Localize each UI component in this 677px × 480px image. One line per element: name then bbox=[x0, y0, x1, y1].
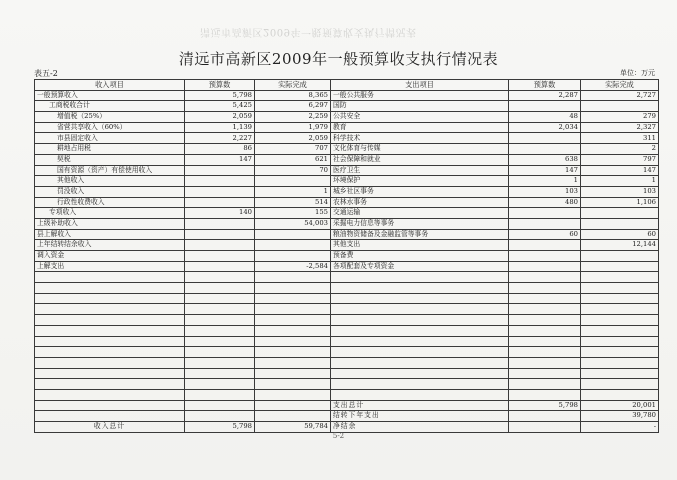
income-budget-cell bbox=[185, 325, 255, 336]
expense-item-cell bbox=[331, 283, 509, 294]
income-budget-cell bbox=[185, 229, 255, 240]
expense-actual-cell: 60 bbox=[581, 229, 659, 240]
expense-actual-cell bbox=[581, 379, 659, 390]
expense-actual-cell: 103 bbox=[581, 186, 659, 197]
table-row bbox=[35, 122, 659, 133]
income-item-cell: 专项收入 bbox=[35, 208, 185, 219]
expense-actual-cell bbox=[581, 283, 659, 294]
income-item-cell: 工商税收合计 bbox=[35, 101, 185, 112]
income-budget-cell bbox=[185, 347, 255, 358]
income-item-cell bbox=[35, 379, 185, 390]
income-actual-cell bbox=[255, 251, 331, 262]
expense-actual-cell: 20,001 bbox=[581, 400, 659, 411]
expense-item-cell: 教育 bbox=[331, 122, 509, 133]
income-actual-cell: 1,979 bbox=[255, 122, 331, 133]
expense-item-cell bbox=[331, 325, 509, 336]
income-budget-cell: 5,798 bbox=[185, 90, 255, 101]
income-actual-cell: 514 bbox=[255, 197, 331, 208]
income-actual-cell bbox=[255, 283, 331, 294]
income-item-cell bbox=[35, 347, 185, 358]
expense-item-cell: 城乡社区事务 bbox=[331, 186, 509, 197]
expense-item-cell: 社会保障和就业 bbox=[331, 154, 509, 165]
table-row bbox=[35, 186, 659, 197]
expense-item-cell bbox=[331, 368, 509, 379]
income-actual-cell bbox=[255, 176, 331, 187]
expense-actual-cell: 2 bbox=[581, 144, 659, 155]
expense-actual-cell: 12,144 bbox=[581, 240, 659, 251]
expense-item-cell: 一般公共服务 bbox=[331, 90, 509, 101]
header-income-budget: 预算数 bbox=[185, 80, 255, 91]
expense-actual-cell bbox=[581, 261, 659, 272]
income-actual-cell: -2,584 bbox=[255, 261, 331, 272]
income-item-cell: 罚没收入 bbox=[35, 186, 185, 197]
expense-item-cell: 交通运输 bbox=[331, 208, 509, 219]
expense-actual-cell bbox=[581, 325, 659, 336]
expense-item-cell: 预备费 bbox=[331, 251, 509, 262]
income-actual-cell bbox=[255, 315, 331, 326]
income-budget-cell bbox=[185, 165, 255, 176]
income-actual-cell bbox=[255, 229, 331, 240]
income-budget-cell: 2,059 bbox=[185, 112, 255, 123]
table-row bbox=[35, 411, 659, 422]
table-row bbox=[35, 261, 659, 272]
income-actual-cell bbox=[255, 400, 331, 411]
expense-actual-cell bbox=[581, 389, 659, 400]
page-number: 5-2 bbox=[332, 432, 345, 440]
expense-item-cell bbox=[331, 304, 509, 315]
expense-actual-cell: 1,106 bbox=[581, 197, 659, 208]
income-actual-cell bbox=[255, 336, 331, 347]
expense-budget-cell: 2,287 bbox=[509, 90, 581, 101]
table-row bbox=[35, 325, 659, 336]
expense-item-cell: 结转下年支出 bbox=[331, 411, 509, 422]
income-actual-cell: 54,003 bbox=[255, 218, 331, 229]
expense-budget-cell bbox=[509, 357, 581, 368]
expense-actual-cell bbox=[581, 272, 659, 283]
table-row bbox=[35, 154, 659, 165]
expense-budget-cell: 147 bbox=[509, 165, 581, 176]
income-budget-cell bbox=[185, 176, 255, 187]
expense-item-cell: 各项配套及专项资金 bbox=[331, 261, 509, 272]
income-budget-cell: 5,798 bbox=[185, 422, 255, 433]
table-row bbox=[35, 336, 659, 347]
income-budget-cell bbox=[185, 411, 255, 422]
expense-item-cell bbox=[331, 357, 509, 368]
income-item-cell bbox=[35, 293, 185, 304]
expense-budget-cell bbox=[509, 208, 581, 219]
income-item-cell: 县上解收入 bbox=[35, 229, 185, 240]
table-row bbox=[35, 229, 659, 240]
income-actual-cell: 59,784 bbox=[255, 422, 331, 433]
income-budget-cell bbox=[185, 240, 255, 251]
income-budget-cell bbox=[185, 218, 255, 229]
table-row bbox=[35, 315, 659, 326]
expense-item-cell: 环境保护 bbox=[331, 176, 509, 187]
income-actual-cell: 2,059 bbox=[255, 133, 331, 144]
income-budget-cell: 86 bbox=[185, 144, 255, 155]
table-row bbox=[35, 112, 659, 123]
expense-budget-cell bbox=[509, 411, 581, 422]
expense-item-cell: 公共安全 bbox=[331, 112, 509, 123]
income-budget-cell bbox=[185, 368, 255, 379]
expense-budget-cell bbox=[509, 422, 581, 433]
expense-budget-cell bbox=[509, 144, 581, 155]
expense-item-cell: 农林水事务 bbox=[331, 197, 509, 208]
income-item-cell: 其他收入 bbox=[35, 176, 185, 187]
income-budget-cell bbox=[185, 357, 255, 368]
expense-budget-cell bbox=[509, 336, 581, 347]
expense-budget-cell bbox=[509, 251, 581, 262]
expense-actual-cell bbox=[581, 293, 659, 304]
table-row bbox=[35, 347, 659, 358]
table-row bbox=[35, 144, 659, 155]
income-actual-cell: 8,365 bbox=[255, 90, 331, 101]
expense-actual-cell bbox=[581, 304, 659, 315]
income-item-cell bbox=[35, 411, 185, 422]
income-budget-cell bbox=[185, 400, 255, 411]
table-row bbox=[35, 357, 659, 368]
income-actual-cell bbox=[255, 379, 331, 390]
expense-budget-cell bbox=[509, 261, 581, 272]
table-row bbox=[35, 293, 659, 304]
table-row bbox=[35, 304, 659, 315]
income-actual-cell bbox=[255, 347, 331, 358]
expense-budget-cell bbox=[509, 347, 581, 358]
income-item-cell: 市县固定收入 bbox=[35, 133, 185, 144]
expense-budget-cell bbox=[509, 101, 581, 112]
expense-budget-cell bbox=[509, 240, 581, 251]
income-budget-cell bbox=[185, 315, 255, 326]
income-item-cell bbox=[35, 400, 185, 411]
expense-budget-cell: 48 bbox=[509, 112, 581, 123]
income-item-cell bbox=[35, 283, 185, 294]
income-item-cell: 一般预算收入 bbox=[35, 90, 185, 101]
income-budget-cell bbox=[185, 283, 255, 294]
income-item-cell: 国有资源（资产）有偿使用收入 bbox=[35, 165, 185, 176]
income-budget-cell bbox=[185, 186, 255, 197]
expense-actual-cell bbox=[581, 315, 659, 326]
table-row bbox=[35, 101, 659, 112]
expense-budget-cell: 480 bbox=[509, 197, 581, 208]
expense-budget-cell bbox=[509, 272, 581, 283]
income-item-cell bbox=[35, 304, 185, 315]
header-income-actual: 实际完成 bbox=[255, 80, 331, 91]
expense-budget-cell: 638 bbox=[509, 154, 581, 165]
expense-item-cell bbox=[331, 293, 509, 304]
income-budget-cell bbox=[185, 261, 255, 272]
table-row bbox=[35, 379, 659, 390]
expense-item-cell bbox=[331, 315, 509, 326]
income-actual-cell: 1 bbox=[255, 186, 331, 197]
income-budget-cell bbox=[185, 304, 255, 315]
expense-item-cell bbox=[331, 336, 509, 347]
income-actual-cell bbox=[255, 368, 331, 379]
income-item-cell bbox=[35, 272, 185, 283]
income-item-cell: 省营共享收入（60%） bbox=[35, 122, 185, 133]
expense-actual-cell bbox=[581, 347, 659, 358]
expense-budget-cell bbox=[509, 379, 581, 390]
expense-actual-cell bbox=[581, 208, 659, 219]
expense-item-cell bbox=[331, 379, 509, 390]
table-row bbox=[35, 400, 659, 411]
expense-item-cell: 采掘电力信息等事务 bbox=[331, 218, 509, 229]
header-income-item: 收入项目 bbox=[35, 80, 185, 91]
expense-budget-cell bbox=[509, 368, 581, 379]
income-item-cell bbox=[35, 336, 185, 347]
expense-actual-cell: 2,327 bbox=[581, 122, 659, 133]
income-item-cell: 上解支出 bbox=[35, 261, 185, 272]
income-item-cell: 耕地占用税 bbox=[35, 144, 185, 155]
expense-item-cell: 粮油物资储备及金融监管等事务 bbox=[331, 229, 509, 240]
expense-budget-cell bbox=[509, 304, 581, 315]
table-header-row bbox=[35, 80, 659, 91]
income-budget-cell bbox=[185, 293, 255, 304]
income-budget-cell bbox=[185, 251, 255, 262]
income-actual-cell bbox=[255, 411, 331, 422]
income-item-cell: 契税 bbox=[35, 154, 185, 165]
income-actual-cell bbox=[255, 304, 331, 315]
expense-actual-cell: 797 bbox=[581, 154, 659, 165]
table-row bbox=[35, 422, 659, 433]
expense-budget-cell bbox=[509, 133, 581, 144]
expense-budget-cell bbox=[509, 293, 581, 304]
expense-actual-cell bbox=[581, 218, 659, 229]
income-budget-cell: 2,227 bbox=[185, 133, 255, 144]
income-actual-cell bbox=[255, 357, 331, 368]
expense-actual-cell: 1 bbox=[581, 176, 659, 187]
income-actual-cell: 6,297 bbox=[255, 101, 331, 112]
income-budget-cell: 147 bbox=[185, 154, 255, 165]
expense-budget-cell bbox=[509, 389, 581, 400]
table-row bbox=[35, 133, 659, 144]
header-expense-item: 支出项目 bbox=[331, 80, 509, 91]
income-actual-cell: 2,259 bbox=[255, 112, 331, 123]
expense-actual-cell: 39,780 bbox=[581, 411, 659, 422]
income-item-cell bbox=[35, 357, 185, 368]
income-item-cell: 上年结转结余收入 bbox=[35, 240, 185, 251]
income-actual-cell bbox=[255, 272, 331, 283]
income-budget-cell: 1,139 bbox=[185, 122, 255, 133]
table-row bbox=[35, 90, 659, 101]
income-item-cell: 收入总计 bbox=[35, 422, 185, 433]
income-actual-cell: 155 bbox=[255, 208, 331, 219]
expense-actual-cell: 279 bbox=[581, 112, 659, 123]
table-row bbox=[35, 165, 659, 176]
income-actual-cell: 621 bbox=[255, 154, 331, 165]
expense-actual-cell: 311 bbox=[581, 133, 659, 144]
table-row bbox=[35, 240, 659, 251]
expense-item-cell bbox=[331, 272, 509, 283]
table-row bbox=[35, 208, 659, 219]
expense-item-cell: 其他支出 bbox=[331, 240, 509, 251]
page-title: 清远市高新区2009年一般预算收支执行情况表 bbox=[178, 50, 499, 68]
expense-item-cell: 文化体育与传媒 bbox=[331, 144, 509, 155]
income-budget-cell bbox=[185, 379, 255, 390]
expense-budget-cell: 1 bbox=[509, 176, 581, 187]
income-actual-cell: 707 bbox=[255, 144, 331, 155]
expense-item-cell: 净结余 bbox=[331, 422, 509, 433]
income-actual-cell bbox=[255, 389, 331, 400]
bleed-through-text: 清远市高新区2009年一般预算收支执行情况表 bbox=[200, 26, 417, 37]
expense-item-cell: 医疗卫生 bbox=[331, 165, 509, 176]
expense-item-cell: 国防 bbox=[331, 101, 509, 112]
unit-label: 单位：万元 bbox=[620, 69, 655, 77]
expense-budget-cell bbox=[509, 283, 581, 294]
income-item-cell bbox=[35, 389, 185, 400]
expense-budget-cell: 5,798 bbox=[509, 400, 581, 411]
income-budget-cell: 140 bbox=[185, 208, 255, 219]
expense-budget-cell bbox=[509, 218, 581, 229]
income-budget-cell bbox=[185, 272, 255, 283]
header-expense-budget: 预算数 bbox=[509, 80, 581, 91]
expense-item-cell bbox=[331, 389, 509, 400]
expense-budget-cell: 103 bbox=[509, 186, 581, 197]
expense-actual-cell: - bbox=[581, 422, 659, 433]
table-row bbox=[35, 283, 659, 294]
expense-item-cell bbox=[331, 347, 509, 358]
table-code: 表五-2 bbox=[34, 69, 58, 78]
income-budget-cell bbox=[185, 336, 255, 347]
table-row bbox=[35, 251, 659, 262]
expense-budget-cell bbox=[509, 315, 581, 326]
income-item-cell bbox=[35, 315, 185, 326]
expense-actual-cell bbox=[581, 101, 659, 112]
expense-budget-cell bbox=[509, 325, 581, 336]
expense-actual-cell: 147 bbox=[581, 165, 659, 176]
header-expense-actual: 实际完成 bbox=[581, 80, 659, 91]
expense-actual-cell bbox=[581, 251, 659, 262]
income-actual-cell bbox=[255, 240, 331, 251]
income-item-cell bbox=[35, 325, 185, 336]
table-row bbox=[35, 218, 659, 229]
income-item-cell: 增值税（25%） bbox=[35, 112, 185, 123]
income-item-cell: 调入资金 bbox=[35, 251, 185, 262]
expense-budget-cell: 60 bbox=[509, 229, 581, 240]
table-row bbox=[35, 368, 659, 379]
table-row bbox=[35, 389, 659, 400]
income-actual-cell bbox=[255, 293, 331, 304]
expense-actual-cell bbox=[581, 336, 659, 347]
expense-actual-cell bbox=[581, 368, 659, 379]
expense-item-cell: 科学技术 bbox=[331, 133, 509, 144]
income-actual-cell: 70 bbox=[255, 165, 331, 176]
expense-actual-cell: 2,727 bbox=[581, 90, 659, 101]
table-row bbox=[35, 197, 659, 208]
table-row bbox=[35, 272, 659, 283]
income-item-cell: 上级补助收入 bbox=[35, 218, 185, 229]
income-budget-cell bbox=[185, 197, 255, 208]
income-item-cell: 行政性收费收入 bbox=[35, 197, 185, 208]
expense-budget-cell: 2,034 bbox=[509, 122, 581, 133]
expense-item-cell: 支出总计 bbox=[331, 400, 509, 411]
table-row bbox=[35, 176, 659, 187]
income-item-cell bbox=[35, 368, 185, 379]
budget-table bbox=[34, 79, 659, 433]
income-actual-cell bbox=[255, 325, 331, 336]
expense-actual-cell bbox=[581, 357, 659, 368]
income-budget-cell bbox=[185, 389, 255, 400]
income-budget-cell: 5,425 bbox=[185, 101, 255, 112]
